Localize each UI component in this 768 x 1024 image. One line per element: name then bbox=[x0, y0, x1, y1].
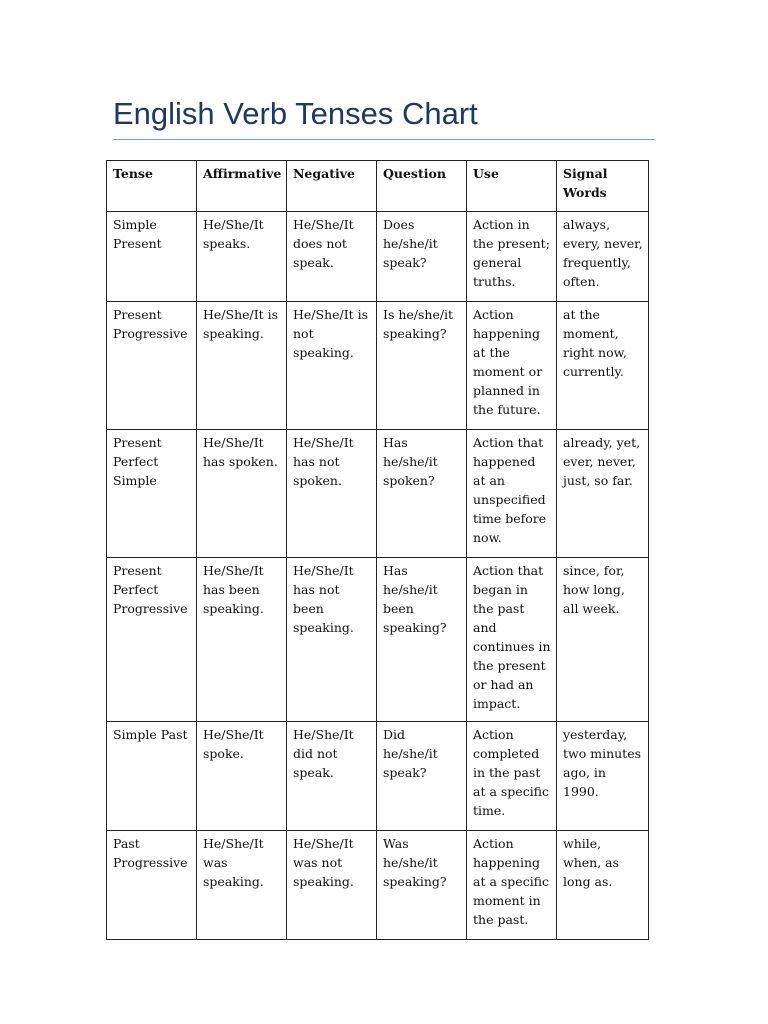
header-use: Use bbox=[467, 161, 557, 212]
cell-signal-words: always, every, never, frequently, often. bbox=[557, 212, 649, 302]
cell-negative: He/She/It has not spoken. bbox=[287, 430, 377, 558]
table-row bbox=[107, 558, 649, 722]
cell-negative: He/She/It was not speaking. bbox=[287, 831, 377, 940]
cell-question: Has he/she/it spoken? bbox=[377, 430, 467, 558]
page-title: English Verb Tenses Chart bbox=[113, 96, 478, 131]
cell-affirmative: He/She/It is speaking. bbox=[197, 302, 287, 430]
header-affirmative: Affirmative bbox=[197, 161, 287, 212]
cell-tense: Present Perfect Simple bbox=[107, 430, 197, 558]
cell-use: Action that happened at an unspecified time before now. bbox=[467, 430, 557, 558]
cell-tense: Past Progressive bbox=[107, 831, 197, 940]
cell-affirmative: He/She/It has been speaking. bbox=[197, 558, 287, 722]
table-header-row bbox=[107, 161, 649, 212]
cell-signal-words: since, for, how long, all week. bbox=[557, 558, 649, 722]
cell-use: Action in the present; general truths. bbox=[467, 212, 557, 302]
cell-negative: He/She/It did not speak. bbox=[287, 722, 377, 831]
table-row bbox=[107, 212, 649, 302]
cell-use: Action completed in the past at a specific time. bbox=[467, 722, 557, 831]
cell-signal-words: already, yet, ever, never, just, so far. bbox=[557, 430, 649, 558]
table-row bbox=[107, 430, 649, 558]
header-negative: Negative bbox=[287, 161, 377, 212]
cell-signal-words: while, when, as long as. bbox=[557, 831, 649, 940]
cell-use: Action happening at the moment or planned in the future. bbox=[467, 302, 557, 430]
table-row bbox=[107, 302, 649, 430]
cell-signal-words: at the moment, right now, currently. bbox=[557, 302, 649, 430]
cell-affirmative: He/She/It spoke. bbox=[197, 722, 287, 831]
cell-use: Action that began in the past and continues in the present or had an impact. bbox=[467, 558, 557, 722]
cell-tense: Simple Past bbox=[107, 722, 197, 831]
cell-affirmative: He/She/It was speaking. bbox=[197, 831, 287, 940]
header-signal-words: Signal Words bbox=[557, 161, 649, 212]
cell-use: Action happening at a specific moment in the past. bbox=[467, 831, 557, 940]
cell-affirmative: He/She/It has spoken. bbox=[197, 430, 287, 558]
cell-question: Does he/she/it speak? bbox=[377, 212, 467, 302]
header-tense: Tense bbox=[107, 161, 197, 212]
verb-tenses-table bbox=[106, 160, 649, 940]
cell-negative: He/She/It has not been speaking. bbox=[287, 558, 377, 722]
header-question: Question bbox=[377, 161, 467, 212]
cell-affirmative: He/She/It speaks. bbox=[197, 212, 287, 302]
cell-negative: He/She/It is not speaking. bbox=[287, 302, 377, 430]
table-row bbox=[107, 831, 649, 940]
cell-question: Did he/she/it speak? bbox=[377, 722, 467, 831]
cell-question: Is he/she/it speaking? bbox=[377, 302, 467, 430]
cell-question: Has he/she/it been speaking? bbox=[377, 558, 467, 722]
table-row bbox=[107, 722, 649, 831]
title-underline bbox=[113, 139, 655, 140]
cell-negative: He/She/It does not speak. bbox=[287, 212, 377, 302]
cell-tense: Simple Present bbox=[107, 212, 197, 302]
cell-signal-words: yesterday, two minutes ago, in 1990. bbox=[557, 722, 649, 831]
cell-tense: Present Perfect Progressive bbox=[107, 558, 197, 722]
cell-question: Was he/she/it speaking? bbox=[377, 831, 467, 940]
cell-tense: Present Progressive bbox=[107, 302, 197, 430]
